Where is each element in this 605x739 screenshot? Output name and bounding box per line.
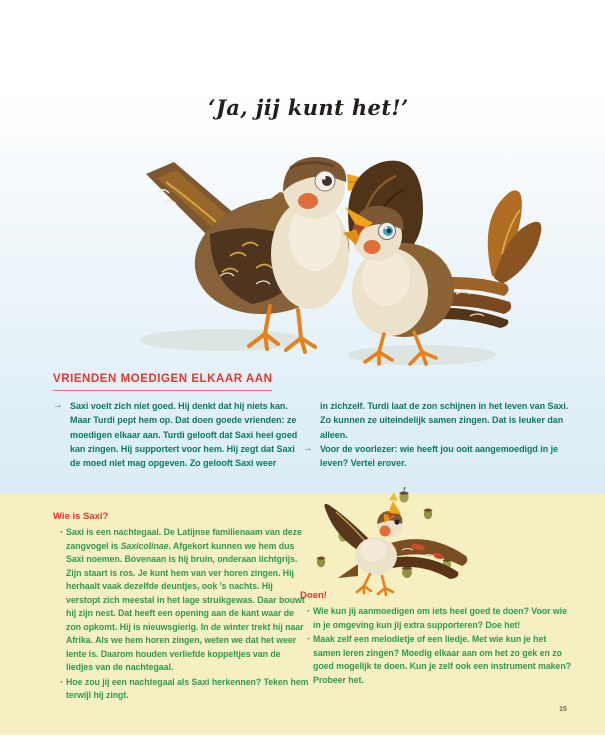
wie-is-saxi-box (53, 511, 309, 704)
saxi-item-2: Hoe zou jij een nachtegaal als Saxi herkennen? Teken hem terwijl hij zingt. (66, 676, 309, 700)
latin-name: Saxicolinae (120, 540, 169, 551)
doen-box (300, 590, 574, 688)
doen-item-2: Maak zelf een melodietje of een liedje. Met wie kun je het samen leren zingen? Moedig elkaar aan om het zo gek en zo goed mogelijk te doen. Kun je zelf ook een instrument maken? Probeer het. (313, 634, 572, 685)
voorlezer-paragraph: Voor de voorlezer: wie heeft jou ooit aangemoedigd in je leven? Vertel erover. (320, 443, 559, 469)
bullet-icon: · (60, 527, 64, 538)
intro-left-column (53, 399, 305, 470)
intro-paragraph-right: in zichzelf. Turdi laat de zon schijnen in het leven van Saxi. Zo kunnen ze uiteindelijk samen zingen. Dat is leuker dan alleen. (320, 401, 569, 440)
list-item (53, 676, 309, 703)
singing-bird-illustration (316, 484, 488, 598)
bird-saxi (343, 161, 541, 364)
section-heading: VRIENDEN MOEDIGEN ELKAAR AAN (53, 373, 272, 391)
two-birds-illustration (62, 134, 544, 368)
page-number: 15 (559, 706, 567, 713)
list-item (300, 605, 574, 632)
shadow-left (140, 329, 304, 351)
page-title: ‘Ja, jij kunt het!’ (208, 95, 409, 120)
list-item (300, 633, 574, 687)
intro-item (303, 442, 571, 471)
list-item (53, 526, 309, 675)
bullet-icon: · (307, 606, 311, 617)
saxi-item-1 (66, 526, 309, 675)
bird-turdi (146, 157, 385, 352)
intro-paragraph-left: Saxi voelt zich niet goed. Hij denkt dat hij niets kan. Maar Turdi pept hem op. Dat doen goede vrienden: ze moedigen elkaar aan. Turdi gelooft dat Saxi heel goed kan zingen. Hij supportert voor hem. Hij zegt dat Saxi de moed niet mag opgeven. Zo gelooft Saxi weer (70, 401, 298, 469)
doen-box-heading: Doen! (300, 590, 327, 601)
bullet-icon: · (307, 634, 311, 645)
arrow-icon: → (303, 442, 313, 454)
intro-item (53, 399, 305, 470)
singing-bird (325, 492, 468, 595)
bullet-icon: · (60, 676, 64, 688)
saxi-item-1-text: Saxi is een nachtegaal. De Latijnse familienaam van deze zangvogel is (66, 527, 302, 551)
saxi-box-heading: Wie is Saxi? (53, 511, 109, 522)
intro-right-column (303, 399, 571, 470)
doen-item-1: Wie kun jij aanmoedigen om iets heel goed te doen? Voor wie in je omgeving kun jij extra supporteren? Doe het! (313, 606, 567, 630)
arrow-icon: → (53, 400, 63, 411)
saxi-item-1-text: . Afgekort kunnen we hem dus Saxi noemen. Bovenaan is hij bruin, onderaan lichtgrijs. Zijn staart is ros. Je kunt hem van ver horen zingen. Hij herhaalt vaak dezelfde deuntjes, ook 's nachts. Hij verstopt zich meestal in het lage struikgewas. Daar bouwt hij zijn nest. Dat heeft een opening aan de kant waar de zon opkomt. Hij is nieuwsgierig. In de winter trekt hij naar Afrika. Als we hem horen zingen, weten we dat het weer lente is. Daarom houden verliefde koppeltjes van de liedjes van de nachtegaal. (66, 540, 305, 672)
